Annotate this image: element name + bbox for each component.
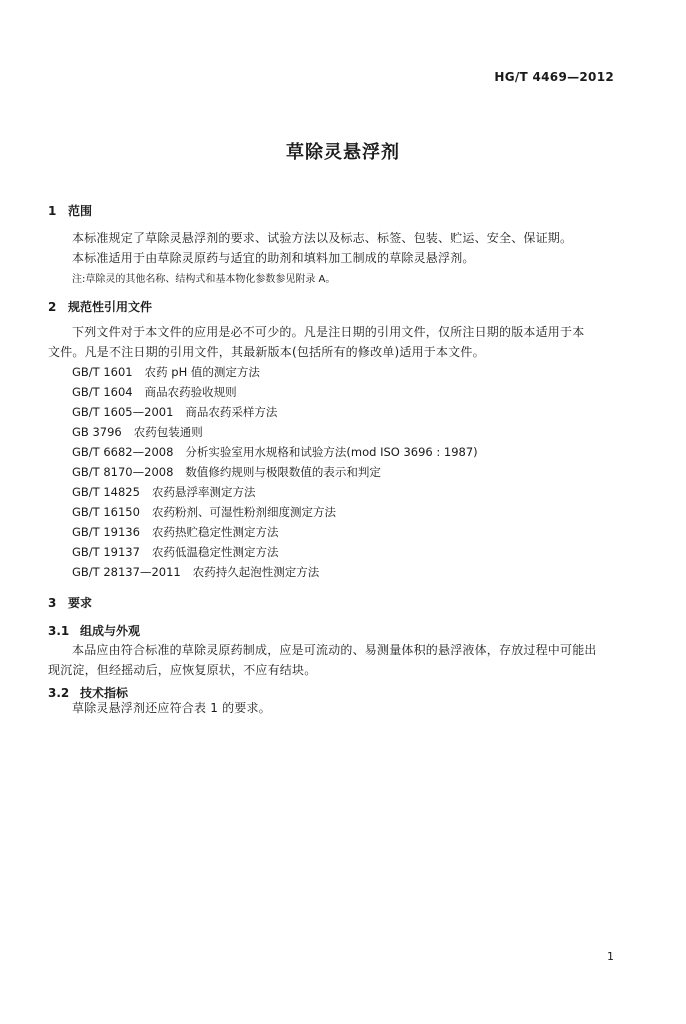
section-1-paragraph-1: 本标准规定了草除灵悬浮剂的要求、试验方法以及标志、标签、包装、贮运、安全、保证期。: [72, 231, 573, 245]
reference-code: GB/T 16150: [72, 505, 140, 519]
reference-title: 分析实验室用水规格和试验方法(mod ISO 3696 : 1987): [185, 445, 478, 459]
section-2-heading: [48, 298, 152, 315]
section-3-1-number: 3.1: [48, 624, 70, 638]
reference-item: [72, 564, 319, 580]
reference-item: [72, 484, 255, 500]
reference-title: 农药低温稳定性测定方法: [151, 545, 279, 559]
section-2-title: 规范性引用文件: [68, 300, 153, 314]
reference-code: GB/T 28137—2011: [72, 565, 181, 579]
section-1-paragraph-2: 本标准适用于由草除灵原药与适宜的助剂和填料加工制成的草除灵悬浮剂。: [72, 251, 475, 265]
reference-code: GB/T 14825: [72, 485, 140, 499]
section-2-intro-line-2: 文件。凡是不注日期的引用文件，其最新版本(包括所有的修改单)适用于本文件。: [48, 345, 485, 359]
section-1-heading: [48, 202, 92, 219]
reference-title: 商品农药验收规则: [144, 385, 237, 399]
section-3-2-title: 技术指标: [80, 686, 129, 700]
section-3-title: 要求: [68, 596, 93, 610]
section-1-number: 1: [48, 204, 57, 218]
reference-item: [72, 364, 260, 380]
section-3-1-title: 组成与外观: [80, 624, 141, 638]
reference-item: [72, 504, 336, 520]
section-2-intro-line-1: 下列文件对于本文件的应用是必不可少的。凡是注日期的引用文件，仅所注日期的版本适用于本: [72, 325, 585, 339]
section-2-number: 2: [48, 300, 57, 314]
section-3-number: 3: [48, 596, 57, 610]
section-3-1-line-2: 现沉淀，但经摇动后，应恢复原状，不应有结块。: [48, 663, 317, 677]
section-3-1-line-1: 本品应由符合标准的草除灵原药制成，应是可流动的、易测量体积的悬浮液体，存放过程中可能出: [72, 643, 597, 657]
reference-code: GB/T 19136: [72, 525, 140, 539]
reference-title: 农药粉剂、可湿性粉剂细度测定方法: [151, 505, 336, 519]
reference-title: 农药 pH 值的测定方法: [144, 365, 260, 379]
standard-number: HG/T 4469—2012: [494, 70, 614, 84]
reference-title: 数值修约规则与极限数值的表示和判定: [185, 465, 381, 479]
section-3-2-line-1: 草除灵悬浮剂还应符合表 1 的要求。: [72, 701, 271, 715]
reference-item: [72, 444, 478, 460]
reference-item: [72, 524, 278, 540]
section-1-note: 注:草除灵的其他名称、结构式和基本物化参数参见附录 A。: [72, 274, 336, 285]
section-1-title: 范围: [68, 204, 93, 218]
reference-title: 商品农药采样方法: [185, 405, 278, 419]
reference-title: 农药持久起泡性测定方法: [192, 565, 320, 579]
reference-code: GB/T 1605—2001: [72, 405, 174, 419]
reference-code: GB/T 6682—2008: [72, 445, 174, 459]
reference-code: GB 3796: [72, 425, 122, 439]
reference-item: [72, 384, 237, 400]
page-number: 1: [607, 950, 614, 963]
reference-item: [72, 464, 381, 480]
reference-item: [72, 544, 278, 560]
document-title: 草除灵悬浮剂: [286, 142, 400, 163]
section-3-1-heading: [48, 622, 140, 639]
reference-title: 农药包装通则: [133, 425, 203, 439]
reference-title: 农药热贮稳定性测定方法: [151, 525, 279, 539]
reference-code: GB/T 1604: [72, 385, 133, 399]
reference-title: 农药悬浮率测定方法: [151, 485, 256, 499]
section-3-2-number: 3.2: [48, 686, 70, 700]
reference-item: [72, 404, 277, 420]
section-3-heading: [48, 594, 92, 611]
reference-code: GB/T 1601: [72, 365, 133, 379]
reference-code: GB/T 8170—2008: [72, 465, 174, 479]
reference-item: [72, 424, 203, 440]
reference-code: GB/T 19137: [72, 545, 140, 559]
